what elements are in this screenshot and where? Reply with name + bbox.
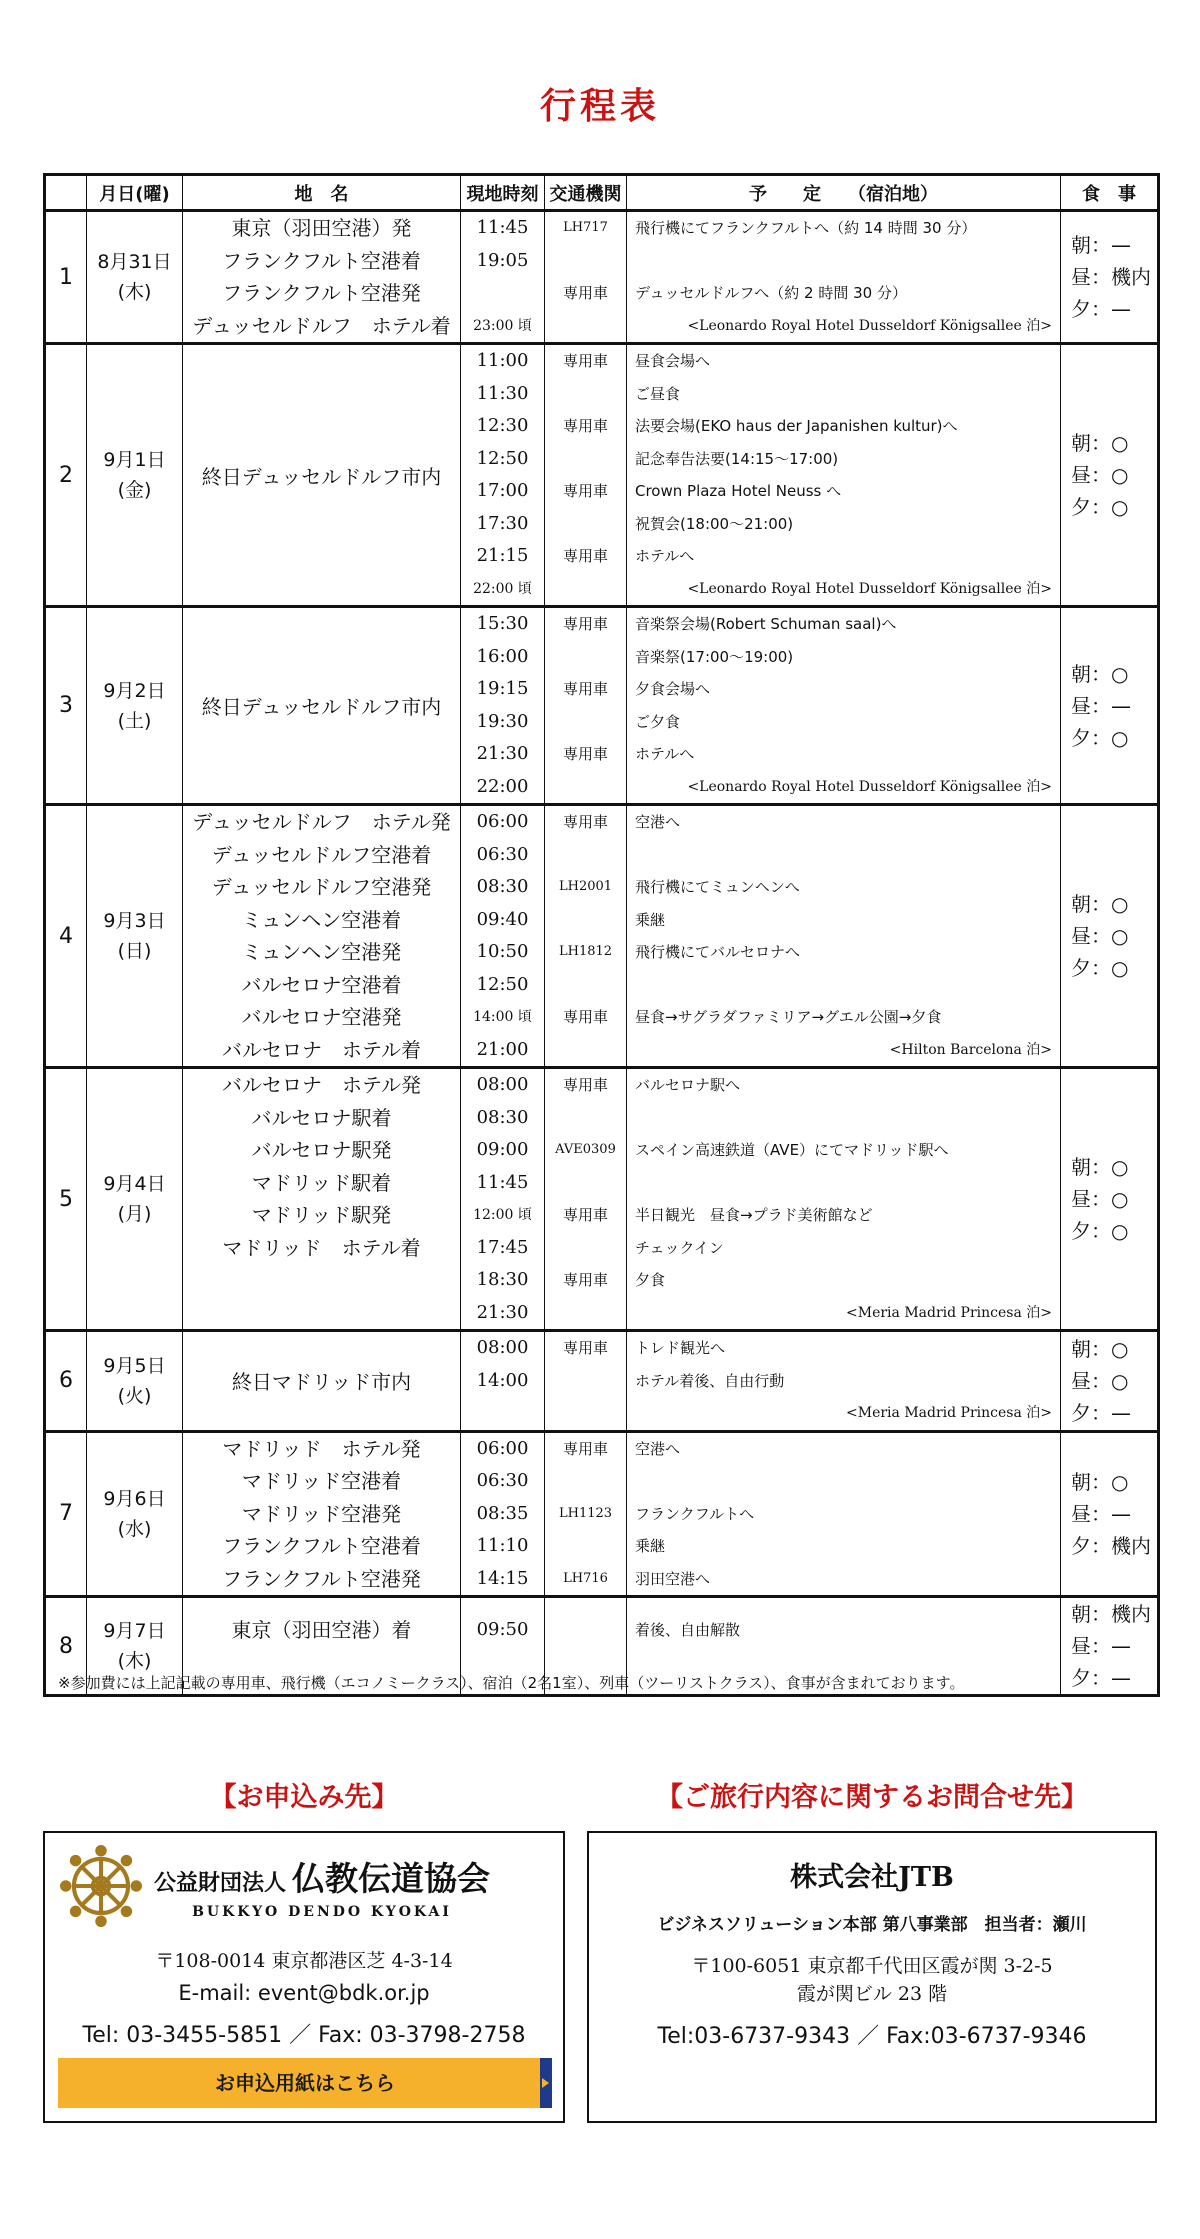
place-line: 東京（羽田空港）発 — [231, 216, 412, 240]
plan-cell — [627, 344, 1061, 607]
time-line: 06:00 — [476, 811, 529, 832]
meal-line: 夕：○ — [1071, 725, 1129, 750]
transport-line: 専用車 — [562, 417, 608, 435]
meal-line: 朝：○ — [1071, 431, 1129, 455]
meals-cell — [1061, 1331, 1159, 1432]
transport-line: 専用車 — [562, 284, 608, 302]
org-logo-row — [60, 1845, 490, 1927]
place-line — [183, 1264, 460, 1297]
time-line: 08:00 — [476, 1337, 529, 1358]
time-line: 17:30 — [476, 512, 529, 534]
place-line: デュッセルドルフ ホテル着 — [192, 313, 451, 338]
meal-line: 夕：— — [1071, 297, 1131, 321]
day-row — [45, 344, 1159, 607]
meal-line: 夕：— — [1071, 1666, 1131, 1690]
time-line: 08:00 — [476, 1074, 529, 1095]
day-date: 8月31日 — [97, 251, 172, 273]
meals-cell — [1061, 344, 1159, 607]
day-number: 5 — [45, 1068, 87, 1331]
apply-box — [43, 1831, 565, 2123]
inquiry-address-2: 霞が関ビル 23 階 — [796, 1983, 948, 2005]
plan-line: ホテル着後、自由行動 — [635, 1371, 785, 1390]
transport-line: LH1123 — [558, 1505, 613, 1521]
transport-line — [545, 771, 626, 804]
time-cell — [461, 805, 545, 1068]
place-line: フランクフルト空港発 — [222, 281, 421, 305]
plan-line: 乗継 — [635, 910, 666, 929]
place-line: ミュンヘン空港発 — [241, 940, 402, 964]
table-header-row — [45, 175, 1159, 211]
transport-line: 専用車 — [562, 813, 608, 831]
day-weekday: (木) — [117, 281, 152, 303]
plan-cell — [627, 607, 1061, 805]
plan-line — [627, 839, 1060, 872]
itinerary-table — [43, 173, 1160, 1697]
plan-line: ホテルへ — [635, 547, 695, 565]
plan-line: <Leonardo Royal Hotel Dusseldorf Königsallee 泊> — [687, 778, 1052, 795]
plan-line: <Meria Madrid Princesa 泊> — [846, 1405, 1052, 1421]
time-line: 15:30 — [476, 613, 529, 634]
place-cell — [183, 1068, 461, 1331]
transport-line — [545, 1102, 626, 1135]
time-line: 08:35 — [476, 1502, 529, 1524]
place-line: 東京（羽田空港）着 — [231, 1617, 412, 1642]
day-number: 2 — [45, 344, 87, 607]
apply-email: E-mail: event@bdk.or.jp — [178, 1981, 430, 2005]
arrow-right-icon — [540, 2058, 552, 2108]
transport-cell — [545, 211, 627, 344]
day-row — [45, 1331, 1159, 1432]
header-place: 地 名 — [183, 175, 461, 211]
transport-cell — [545, 1068, 627, 1331]
meal-line: 夕：○ — [1071, 1219, 1129, 1243]
apply-heading: 【お申込み先】 — [209, 1782, 399, 1813]
transport-line: 専用車 — [562, 745, 608, 763]
plan-line: チェックイン — [635, 1238, 724, 1257]
plan-line — [627, 1465, 1060, 1498]
day-date-cell — [87, 1331, 183, 1432]
plan-cell — [627, 805, 1061, 1068]
time-line: 19:30 — [476, 710, 529, 732]
day-date: 9月2日 — [103, 679, 166, 702]
place-line: フランクフルト空港着 — [222, 248, 421, 273]
day-date: 9月1日 — [103, 449, 166, 471]
transport-line — [545, 641, 626, 674]
time-line: 14:00 — [476, 1369, 529, 1391]
plan-line: <Leonardo Royal Hotel Dusseldorf Königsallee 泊> — [687, 580, 1052, 597]
plan-line: デュッセルドルフへ（約 2 時間 30 分） — [635, 284, 907, 302]
time-line: 14:15 — [476, 1567, 529, 1589]
plan-line: <Meria Madrid Princesa 泊> — [846, 1304, 1052, 1321]
meal-line: 朝：○ — [1071, 1155, 1129, 1179]
plan-line: トレド観光へ — [635, 1339, 726, 1357]
company-name: 株式会社JTB — [790, 1862, 954, 1893]
header-date: 月日(曜) — [87, 175, 183, 211]
day-number: 4 — [45, 805, 87, 1068]
meals-cell — [1061, 607, 1159, 805]
transport-line — [545, 378, 626, 411]
place-line: バルセロナ駅着 — [251, 1105, 392, 1130]
meals-cell — [1061, 1431, 1159, 1597]
header-plan: 予 定 （宿泊地） — [627, 175, 1061, 211]
apply-address: 〒108-0014 東京都港区芝 4-3-14 — [155, 1950, 453, 1972]
company-dept: ビジネスソリューション本部 第八事業部 担当者：瀬川 — [657, 1915, 1087, 1935]
meals-cell — [1061, 1068, 1159, 1331]
day-date-cell — [87, 805, 183, 1068]
transport-line — [545, 1365, 626, 1398]
time-line: 21:00 — [476, 1038, 529, 1060]
transport-cell — [545, 607, 627, 805]
transport-line — [545, 1530, 626, 1563]
transport-line: 専用車 — [562, 482, 608, 500]
time-line: 18:30 — [476, 1269, 529, 1290]
meal-line: 朝：○ — [1071, 661, 1129, 686]
plan-cell — [627, 1331, 1061, 1432]
inquiry-tel: Tel:03-6737-9343 ／ Fax:03-6737-9346 — [657, 2024, 1087, 2049]
day-row — [45, 805, 1159, 1068]
time-line — [461, 1397, 544, 1430]
time-line: 11:30 — [476, 382, 529, 404]
time-cell — [461, 607, 545, 805]
time-line: 12:30 — [476, 415, 529, 436]
day-weekday: (土) — [117, 709, 152, 732]
header-meals: 食 事 — [1061, 175, 1159, 211]
place-line — [183, 1297, 460, 1330]
meal-line: 昼：○ — [1071, 924, 1129, 948]
transport-line: 専用車 — [562, 547, 608, 565]
transport-line — [545, 443, 626, 476]
meal-line: 夕：○ — [1071, 495, 1129, 519]
transport-line — [545, 1465, 626, 1498]
plan-line: 着後、自由解散 — [635, 1620, 741, 1639]
footnote: ※参加費には上記記載の専用車、飛行機（エコノミークラス）、宿泊（2名1室）、列車（ツーリストクラス）、食事が含まれております。 — [58, 1674, 965, 1692]
transport-line — [545, 1034, 626, 1067]
meals-cell — [1061, 805, 1159, 1068]
place-cell — [183, 1431, 461, 1597]
org-roman: BUKKYO DENDO KYOKAI — [192, 1903, 452, 1920]
plan-line: 飛行機にてミュンヘンへ — [635, 878, 800, 896]
place-cell — [183, 211, 461, 344]
place-line: バルセロナ空港発 — [241, 1005, 402, 1029]
place-line: デュッセルドルフ空港発 — [211, 875, 432, 899]
day-number: 8 — [45, 1597, 87, 1696]
meal-line: 夕：機内 — [1071, 1533, 1151, 1558]
time-line: 21:30 — [476, 743, 529, 764]
page-title: 行程表 — [539, 85, 660, 127]
time-line: 08:30 — [476, 1106, 529, 1128]
time-line: 17:00 — [476, 480, 529, 501]
time-cell — [461, 211, 545, 344]
transport-line: 専用車 — [562, 1339, 608, 1357]
plan-line: 飛行機にてフランクフルトへ（約 14 時間 30 分） — [635, 219, 977, 237]
time-line: 21:30 — [476, 1301, 529, 1323]
transport-cell — [545, 805, 627, 1068]
transport-line: 専用車 — [562, 1076, 608, 1094]
place-line: マドリッド ホテル着 — [222, 1235, 421, 1260]
transport-line — [545, 1232, 626, 1265]
transport-line — [545, 839, 626, 872]
transport-line — [545, 508, 626, 541]
time-line: 23:00 頃 — [473, 317, 532, 334]
time-line: 11:45 — [476, 217, 529, 238]
time-line: 06:00 — [476, 1437, 529, 1459]
transport-line: 専用車 — [562, 615, 608, 633]
day-number: 7 — [45, 1431, 87, 1597]
plan-cell — [627, 1068, 1061, 1331]
time-cell — [461, 344, 545, 607]
meal-line: 朝：機内 — [1071, 1602, 1151, 1626]
transport-line: AVE0309 — [555, 1142, 616, 1157]
transport-line: 専用車 — [562, 352, 608, 370]
plan-line: 夕食会場へ — [635, 680, 711, 698]
inquiry-box — [587, 1831, 1157, 2123]
day-date-cell — [87, 607, 183, 805]
day-weekday: (金) — [117, 479, 152, 501]
day-date: 9月6日 — [103, 1487, 166, 1510]
time-line: 12:00 頃 — [473, 1207, 532, 1223]
plan-line: 空港へ — [635, 1439, 681, 1458]
plan-line: 昼食会場へ — [635, 352, 711, 370]
day-date-cell — [87, 1431, 183, 1597]
plan-line: Crown Plaza Hotel Neuss へ — [635, 482, 842, 500]
transport-line — [545, 904, 626, 937]
header-num — [45, 175, 87, 211]
meal-line: 昼：— — [1071, 1501, 1131, 1526]
plan-line: 昼食→サグラダファミリア→グエル公園→夕食 — [635, 1008, 942, 1026]
transport-line: 専用車 — [562, 1206, 608, 1224]
transport-line — [545, 1614, 626, 1647]
transport-line — [545, 1167, 626, 1200]
plan-line: ご昼食 — [635, 384, 681, 403]
time-cell — [461, 1068, 545, 1331]
place-cell — [183, 805, 461, 1068]
place-line: マドリッド ホテル発 — [222, 1436, 421, 1461]
meal-line: 朝：○ — [1071, 892, 1129, 916]
time-line: 11:45 — [476, 1171, 529, 1193]
meal-line: 昼：○ — [1071, 463, 1129, 487]
plan-line: スペイン高速鉄道（AVE）にてマドリッド駅へ — [635, 1141, 949, 1159]
day-weekday: (月) — [117, 1203, 152, 1225]
day-row — [45, 211, 1159, 344]
place-cell: 終日マドリッド市内 — [183, 1331, 461, 1432]
org-name: 仏教伝道協会 — [292, 1858, 491, 1898]
transport-line: LH716 — [563, 1570, 608, 1586]
day-row — [45, 1431, 1159, 1597]
day-date: 9月3日 — [103, 910, 166, 932]
plan-line: 半日観光 昼食→プラド美術館など — [635, 1206, 873, 1224]
place-line: フランクフルト空港着 — [222, 1534, 421, 1558]
plan-line: 音楽祭会場(Robert Schuman saal)へ — [635, 615, 897, 633]
apply-tel: Tel: 03-3455-5851 ／ Fax: 03-3798-2758 — [82, 2023, 526, 2048]
plan-line: バルセロナ駅へ — [635, 1076, 741, 1094]
transport-line — [545, 706, 626, 739]
day-date: 9月5日 — [103, 1354, 166, 1377]
transport-line — [545, 969, 626, 1002]
meal-line: 朝：○ — [1071, 1336, 1129, 1361]
plan-line: ご夕食 — [635, 712, 681, 731]
meal-line: 昼：— — [1071, 1634, 1131, 1658]
plan-line: 法要会場(EKO haus der Japanishen kultur)へ — [635, 417, 958, 435]
day-date-cell — [87, 211, 183, 344]
day-number: 3 — [45, 607, 87, 805]
time-line: 14:00 頃 — [473, 1009, 532, 1025]
meal-line: 夕：— — [1071, 1400, 1131, 1425]
time-cell — [461, 1331, 545, 1432]
day-weekday: (日) — [117, 940, 152, 962]
day-number: 6 — [45, 1331, 87, 1432]
plan-line: フランクフルトへ — [635, 1504, 755, 1523]
place-cell: 終日デュッセルドルフ市内 — [183, 607, 461, 805]
time-line: 09:00 — [476, 1139, 529, 1160]
plan-line: 乗継 — [635, 1537, 666, 1555]
time-line: 06:30 — [476, 1470, 529, 1491]
transport-line — [545, 310, 626, 343]
header-time: 現地時刻 — [461, 175, 545, 211]
plan-line: 羽田空港へ — [635, 1569, 711, 1588]
time-line: 21:15 — [476, 545, 529, 566]
meal-line: 昼：機内 — [1071, 265, 1151, 289]
plan-line — [627, 1102, 1060, 1135]
time-line: 09:40 — [476, 908, 529, 930]
transport-line: 専用車 — [562, 1439, 608, 1458]
transport-cell — [545, 1331, 627, 1432]
transport-line — [545, 573, 626, 606]
plan-line: 音楽祭(17:00～19:00) — [635, 647, 794, 666]
meal-line: 昼：— — [1071, 693, 1131, 718]
time-line: 17:45 — [476, 1236, 529, 1258]
place-line: デュッセルドルフ空港着 — [211, 842, 432, 867]
plan-cell — [627, 211, 1061, 344]
plan-line: <Hilton Barcelona 泊> — [889, 1041, 1052, 1058]
transport-line: 専用車 — [562, 1008, 608, 1026]
plan-cell — [627, 1431, 1061, 1597]
org-prefix: 公益財団法人 — [154, 1870, 287, 1896]
day-date: 9月4日 — [103, 1173, 166, 1195]
day-weekday: (木) — [117, 1650, 152, 1672]
meal-line: 朝：— — [1071, 233, 1131, 257]
time-line: 11:00 — [476, 350, 529, 371]
time-line: 19:05 — [476, 249, 529, 271]
day-row — [45, 607, 1159, 805]
place-line: バルセロナ駅発 — [251, 1138, 392, 1162]
transport-line: LH717 — [563, 220, 608, 235]
day-date: 9月7日 — [103, 1620, 166, 1642]
place-line: バルセロナ ホテル発 — [222, 1073, 421, 1097]
transport-line — [545, 1397, 626, 1430]
place-line: マドリッド駅発 — [251, 1203, 392, 1227]
time-line: 11:10 — [476, 1535, 529, 1556]
meal-line: 夕：○ — [1071, 956, 1129, 980]
time-line: 08:30 — [476, 876, 529, 897]
plan-line: <Leonardo Royal Hotel Dusseldorf Königsallee 泊> — [687, 317, 1052, 334]
plan-line: ホテルへ — [635, 745, 695, 763]
plan-line — [627, 1167, 1060, 1200]
day-row — [45, 1068, 1159, 1331]
application-form-button[interactable] — [58, 2058, 552, 2108]
plan-line: 夕食 — [635, 1271, 666, 1289]
dharma-wheel-icon — [60, 1845, 142, 1927]
plan-line — [627, 245, 1060, 278]
meal-line: 朝：○ — [1071, 1469, 1129, 1494]
time-line: 10:50 — [476, 941, 529, 962]
day-number: 1 — [45, 211, 87, 344]
plan-line: 飛行機にてバルセロナへ — [635, 943, 801, 961]
place-line: バルセロナ空港着 — [241, 972, 402, 997]
place-line: マドリッド空港発 — [241, 1501, 402, 1526]
meals-cell — [1061, 211, 1159, 344]
day-date-cell — [87, 344, 183, 607]
application-form-button-label: お申込用紙はこちら — [215, 2071, 395, 2095]
time-line: 22:00 — [476, 775, 529, 797]
time-line — [461, 277, 544, 310]
place-line: ミュンヘン空港着 — [241, 907, 402, 932]
header-transport: 交通機関 — [545, 175, 627, 211]
time-line: 19:15 — [476, 678, 529, 699]
place-line: フランクフルト空港発 — [222, 1566, 421, 1591]
inquiry-address-1: 〒100-6051 東京都千代田区霞が関 3-2-5 — [691, 1955, 1053, 1977]
time-line: 12:50 — [476, 447, 529, 469]
time-line: 09:50 — [476, 1618, 529, 1640]
inquiry-heading: 【ご旅行内容に関するお問合せ先】 — [656, 1782, 1088, 1813]
transport-line: 専用車 — [562, 1271, 608, 1289]
plan-line: 記念奉告法要(14:15～17:00) — [635, 449, 839, 468]
transport-cell — [545, 1431, 627, 1597]
time-line: 16:00 — [476, 645, 529, 667]
meal-line: 昼：○ — [1071, 1368, 1129, 1393]
place-line: デュッセルドルフ ホテル発 — [192, 810, 451, 834]
day-date-cell — [87, 1068, 183, 1331]
transport-line: LH2001 — [558, 879, 613, 894]
transport-line: LH1812 — [558, 944, 613, 959]
place-line: マドリッド駅着 — [251, 1170, 392, 1195]
time-line: 22:00 頃 — [473, 580, 532, 597]
plan-line — [627, 969, 1060, 1002]
transport-line — [545, 245, 626, 278]
transport-line — [545, 1297, 626, 1330]
place-line: バルセロナ ホテル着 — [222, 1037, 421, 1062]
meal-line: 昼：○ — [1071, 1187, 1129, 1211]
plan-line: 空港へ — [635, 813, 681, 831]
day-weekday: (火) — [117, 1384, 152, 1407]
place-cell: 終日デュッセルドルフ市内 — [183, 344, 461, 607]
plan-line: 祝賀会(18:00～21:00) — [635, 514, 794, 533]
transport-line: 専用車 — [562, 680, 608, 698]
time-line: 06:30 — [476, 843, 529, 865]
day-weekday: (水) — [117, 1517, 152, 1540]
time-line: 12:50 — [476, 973, 529, 995]
time-cell — [461, 1431, 545, 1597]
meals-cell — [1061, 1597, 1159, 1696]
transport-cell — [545, 344, 627, 607]
place-line: マドリッド空港着 — [241, 1469, 402, 1493]
